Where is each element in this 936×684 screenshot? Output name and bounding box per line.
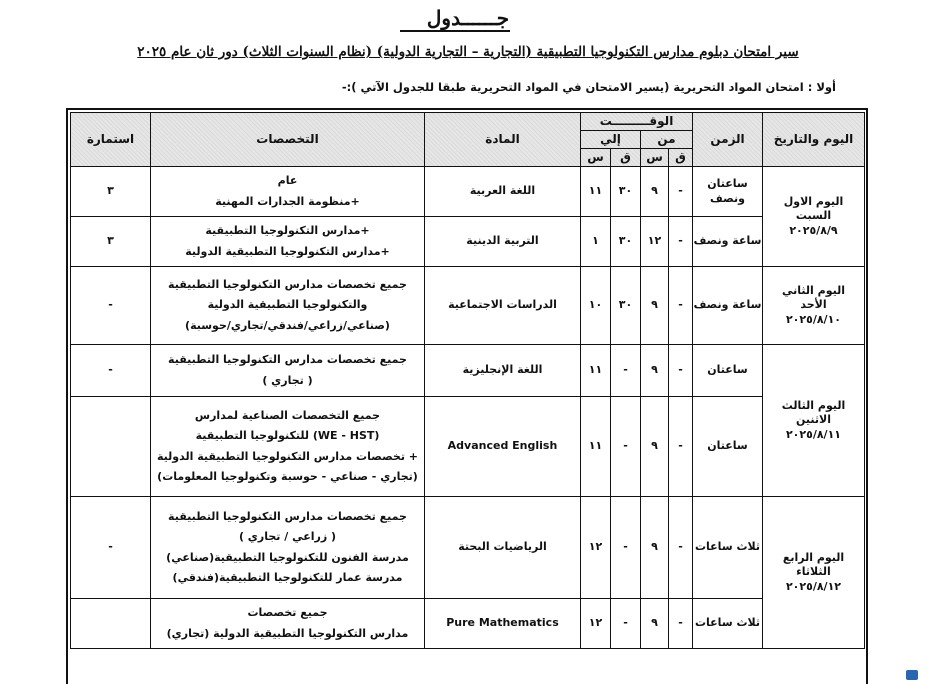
subject-cell: اللغة الإنجليزية bbox=[425, 345, 581, 397]
specs-cell: جميع تخصصات مدارس التكنولوجيا التطبيقية الدولية (تجاري) bbox=[151, 599, 425, 649]
duration-cell: ساعتان ونصف bbox=[693, 167, 763, 217]
to-s-cell: ١ bbox=[581, 217, 611, 267]
from-q-cell: - bbox=[669, 397, 693, 497]
subject-cell: Advanced English bbox=[425, 397, 581, 497]
subject-cell: اللغة العربية bbox=[425, 167, 581, 217]
header-day-date: اليوم والتاريخ bbox=[763, 113, 865, 167]
to-q-cell: - bbox=[611, 497, 641, 599]
specs-cell: جميع تخصصات مدارس التكنولوجيا التطبيقية ( زراعي / تجاري ) مدرسة الفنون للتكنولوجيا التطبيقية(صناعي) مدرسة عمار للتكنولوجيا التطبيقية(فندقي) bbox=[151, 497, 425, 599]
subject-cell: الرياضيات البحتة bbox=[425, 497, 581, 599]
from-s-cell: ٩ bbox=[641, 397, 669, 497]
specs-cell: جميع تخصصات مدارس التكنولوجيا التطبيقية والتكنولوجيا التطبيقية الدولية (صناعي/زراعي/فندقي/تجاري/حوسبة) bbox=[151, 267, 425, 345]
exam-schedule-table bbox=[70, 112, 865, 649]
duration-cell: ساعتان bbox=[693, 397, 763, 497]
day-cell: اليوم الرابع الثلاثاء ٢٠٢٥/٨/١٢ bbox=[763, 497, 865, 649]
header-from-s: س bbox=[641, 149, 669, 167]
to-q-cell: - bbox=[611, 345, 641, 397]
from-q-cell: - bbox=[669, 497, 693, 599]
duration-cell: ثلاث ساعات bbox=[693, 599, 763, 649]
from-q-cell: - bbox=[669, 267, 693, 345]
from-q-cell: - bbox=[669, 599, 693, 649]
day-cell: اليوم الاول السبت ٢٠٢٥/٨/٩ bbox=[763, 167, 865, 267]
document-title: جــــــدول bbox=[426, 6, 510, 30]
header-to-q: ق bbox=[611, 149, 641, 167]
form-cell bbox=[71, 599, 151, 649]
from-s-cell: ٩ bbox=[641, 345, 669, 397]
from-q-cell: - bbox=[669, 167, 693, 217]
header-duration: الزمن bbox=[693, 113, 763, 167]
table-row bbox=[71, 167, 865, 217]
specs-cell: +مدارس التكنولوجيا التطبيقية +مدارس التكنولوجيا التطبيقية الدولية bbox=[151, 217, 425, 267]
table-row bbox=[71, 497, 865, 599]
form-cell: - bbox=[71, 267, 151, 345]
specs-cell: جميع تخصصات مدارس التكنولوجيا التطبيقية ( تجاري ) bbox=[151, 345, 425, 397]
to-q-cell: ٣٠ bbox=[611, 267, 641, 345]
specs-cell: جميع التخصصات الصناعية لمدارس (WE - HST) للتكنولوجيا التطبيقية + تخصصات مدارس التكنولوجيا التطبيقية الدولية (تجاري - صناعي - حوسبة وتكنولوجيا المعلومات) bbox=[151, 397, 425, 497]
from-s-cell: ١٢ bbox=[641, 217, 669, 267]
table-row bbox=[71, 345, 865, 397]
to-s-cell: ١٠ bbox=[581, 267, 611, 345]
specs-cell: عام +منظومة الجدارات المهنية bbox=[151, 167, 425, 217]
subject-cell: Pure Mathematics bbox=[425, 599, 581, 649]
table-row bbox=[71, 599, 865, 649]
header-specializations: التخصصات bbox=[151, 113, 425, 167]
subject-cell: التربية الدينية bbox=[425, 217, 581, 267]
day-cell: اليوم الثاني الأحد ٢٠٢٥/٨/١٠ bbox=[763, 267, 865, 345]
scanner-logo-icon bbox=[906, 670, 918, 680]
duration-cell: ثلاث ساعات bbox=[693, 497, 763, 599]
form-cell: ٣ bbox=[71, 217, 151, 267]
to-s-cell: ١١ bbox=[581, 167, 611, 217]
header-to: إلي bbox=[581, 131, 641, 149]
from-s-cell: ٩ bbox=[641, 267, 669, 345]
from-q-cell: - bbox=[669, 345, 693, 397]
to-q-cell: - bbox=[611, 599, 641, 649]
to-s-cell: ١٢ bbox=[581, 599, 611, 649]
duration-cell: ساعة ونصف bbox=[693, 217, 763, 267]
table-row bbox=[71, 217, 865, 267]
to-q-cell: ٣٠ bbox=[611, 217, 641, 267]
header-from: من bbox=[641, 131, 693, 149]
to-q-cell: - bbox=[611, 397, 641, 497]
intro-text: أولا : امتحان المواد التحريرية (يسير الامتحان في المواد التحريرية طبقا للجدول الآتي ):- bbox=[341, 80, 836, 94]
to-s-cell: ١١ bbox=[581, 397, 611, 497]
to-s-cell: ١١ bbox=[581, 345, 611, 397]
subject-cell: الدراسات الاجتماعية bbox=[425, 267, 581, 345]
to-q-cell: ٣٠ bbox=[611, 167, 641, 217]
form-cell: ٣ bbox=[71, 167, 151, 217]
form-cell: - bbox=[71, 497, 151, 599]
header-to-s: س bbox=[581, 149, 611, 167]
table-row bbox=[71, 267, 865, 345]
from-s-cell: ٩ bbox=[641, 599, 669, 649]
header-form: استمارة bbox=[71, 113, 151, 167]
document-subtitle: سير امتحان دبلوم مدارس التكنولوجيا التطبيقية (التجارية – التجارية الدولية) (نظام السنوات الثلاث) دور ثان عام ٢٠٢٥ bbox=[137, 44, 799, 60]
to-s-cell: ١٢ bbox=[581, 497, 611, 599]
day-cell: اليوم الثالث الاثنين ٢٠٢٥/٨/١١ bbox=[763, 345, 865, 497]
table-row bbox=[71, 397, 865, 497]
header-time: الوقـــــــــت bbox=[581, 113, 693, 131]
header-subject: المادة bbox=[425, 113, 581, 167]
from-q-cell: - bbox=[669, 217, 693, 267]
form-cell: - bbox=[71, 345, 151, 397]
from-s-cell: ٩ bbox=[641, 167, 669, 217]
duration-cell: ساعتان bbox=[693, 345, 763, 397]
duration-cell: ساعة ونصف bbox=[693, 267, 763, 345]
from-s-cell: ٩ bbox=[641, 497, 669, 599]
title-underline bbox=[400, 30, 510, 32]
header-from-q: ق bbox=[669, 149, 693, 167]
form-cell bbox=[71, 397, 151, 497]
